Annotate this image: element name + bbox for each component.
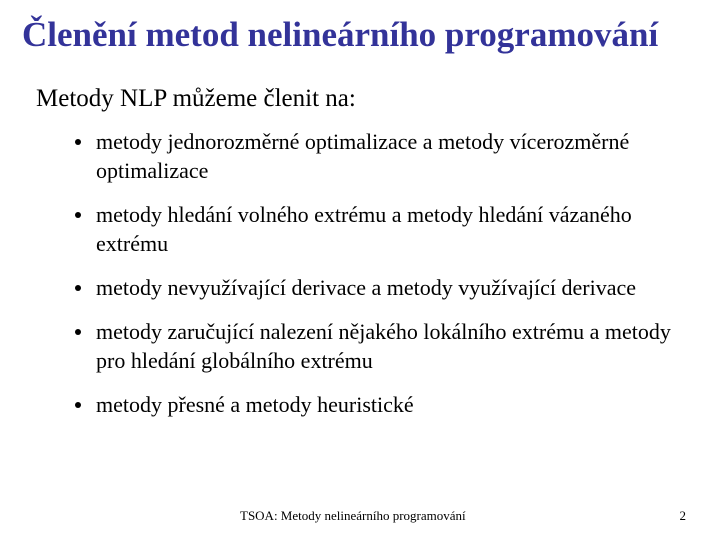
bullet-item [0,200,686,258]
bullet-text: metody nevyužívající derivace a metody využívající derivace [96,275,636,300]
bullet-dot-icon [75,139,81,145]
bullet-text: metody jednorozměrné optimalizace a metody vícerozměrné optimalizace [96,129,630,183]
footer-text: TSOA: Metody nelineárního programování [240,508,466,523]
bullet-item [0,390,686,419]
bullet-dot-icon [75,402,81,408]
bullet-dot-icon [75,285,81,291]
bullet-dot-icon [75,329,81,335]
bullet-dot-icon [75,212,81,218]
bullet-item [0,127,686,185]
bullet-list [0,127,720,434]
bullet-item [0,317,686,375]
bullet-text: metody přesné a metody heuristické [96,392,414,417]
slide-title: Členění metod nelineárního programování [22,15,659,54]
bullet-text: metody hledání volného extrému a metody hledání vázaného extrému [96,202,632,256]
page-number: 2 [679,508,686,523]
bullet-text: metody zaručující nalezení nějakého lokálního extrému a metody pro hledání globálního extrému [96,319,671,373]
intro-text: Metody NLP můžeme členit na: [36,85,356,112]
bullet-item [0,273,686,302]
